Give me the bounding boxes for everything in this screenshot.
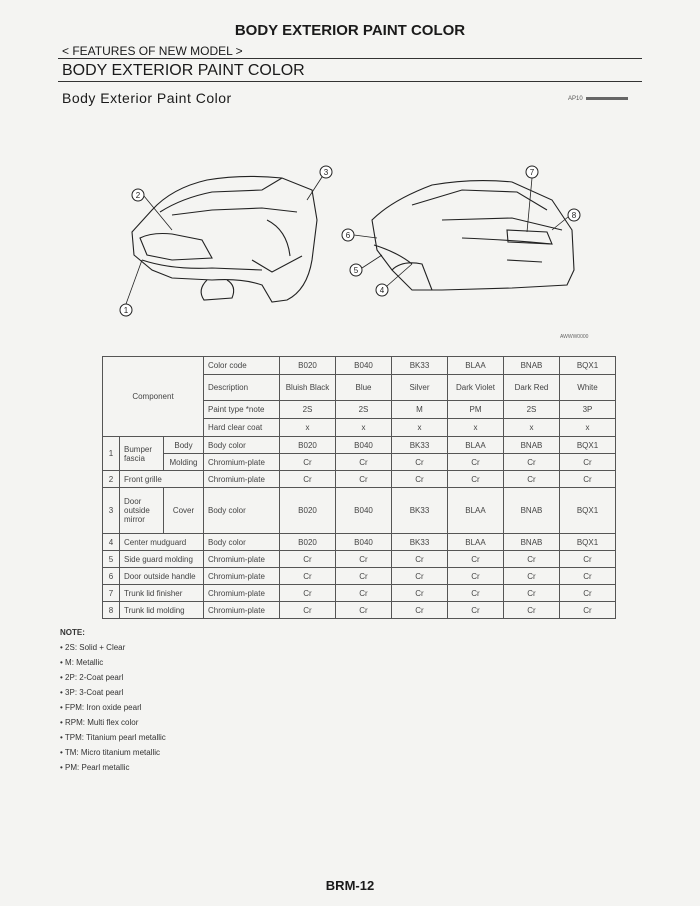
table-cell: Cr	[504, 585, 560, 602]
callout-label: 6	[345, 231, 351, 240]
table-cell: Cr	[448, 471, 504, 488]
table-row	[103, 437, 616, 454]
page-header-title: BODY EXTERIOR PAINT COLOR	[234, 22, 466, 39]
row-number: 4	[103, 534, 120, 551]
note-item: • 2P: 2-Coat pearl	[60, 670, 166, 685]
table-cell: Bluish Black	[280, 375, 336, 401]
table-cell: White	[560, 375, 616, 401]
row-number: 7	[103, 585, 120, 602]
note-item: • 2S: Solid + Clear	[60, 640, 166, 655]
table-cell: Cr	[392, 454, 448, 471]
table-row	[103, 585, 616, 602]
note-item: • FPM: Iron oxide pearl	[60, 700, 166, 715]
callout-label: 1	[123, 306, 129, 315]
figure-reference-code: AP10	[568, 96, 583, 102]
table-cell: Cr	[336, 551, 392, 568]
note-item: • TM: Micro titanium metallic	[60, 745, 166, 760]
table-cell: BNAB	[504, 357, 560, 375]
header-row-label: Color code	[204, 357, 280, 375]
table-row	[103, 602, 616, 619]
table-cell: 2S	[336, 401, 392, 419]
table-cell: Cr	[504, 454, 560, 471]
front-car-drawing	[132, 176, 317, 302]
table-cell: Cr	[336, 568, 392, 585]
notes-section	[60, 628, 166, 775]
callout-label: 5	[353, 266, 359, 275]
table-cell: B020	[280, 437, 336, 454]
table-cell: BQX1	[560, 357, 616, 375]
table-cell: Cr	[504, 568, 560, 585]
sub-component: Molding	[164, 454, 204, 471]
finish-item: Body color	[204, 488, 280, 534]
sub-component: Body	[164, 437, 204, 454]
table-cell: Dark Red	[504, 375, 560, 401]
row-number: 3	[103, 488, 120, 534]
notes-list	[60, 640, 166, 775]
table-cell: Cr	[448, 568, 504, 585]
table-cell: Cr	[336, 602, 392, 619]
table-cell: 2S	[504, 401, 560, 419]
table-cell: BLAA	[448, 437, 504, 454]
figure-reference	[568, 96, 628, 102]
finish-item: Chromium-plate	[204, 602, 280, 619]
table-cell: B020	[280, 357, 336, 375]
header-row-label: Paint type *note	[204, 401, 280, 419]
table-cell: BNAB	[504, 534, 560, 551]
section-rule	[58, 81, 642, 82]
table-cell: Cr	[504, 471, 560, 488]
table-cell: M	[392, 401, 448, 419]
table-cell: BLAA	[448, 488, 504, 534]
table-cell: BQX1	[560, 437, 616, 454]
table-cell: Dark Violet	[448, 375, 504, 401]
table-row	[103, 534, 616, 551]
table-cell: B040	[336, 534, 392, 551]
notes-title: NOTE:	[60, 628, 85, 637]
finish-item: Chromium-plate	[204, 471, 280, 488]
table-cell: B040	[336, 488, 392, 534]
table-cell: Cr	[280, 602, 336, 619]
row-number: 1	[103, 437, 120, 471]
callout-label: 3	[323, 168, 329, 177]
component-name: Bumper fascia	[120, 437, 164, 471]
table-cell: PM	[448, 401, 504, 419]
table-cell: x	[336, 419, 392, 437]
note-item: • TPM: Titanium pearl metallic	[60, 730, 166, 745]
table-cell: Cr	[392, 551, 448, 568]
note-item: • RPM: Multi flex color	[60, 715, 166, 730]
header-row-color-code	[103, 357, 616, 375]
header-row-label: Hard clear coat	[204, 419, 280, 437]
note-item: • M: Metallic	[60, 655, 166, 670]
table-cell: Cr	[560, 551, 616, 568]
table-cell: BNAB	[504, 488, 560, 534]
callout-label: 4	[379, 286, 385, 295]
diagram-reference: AWWW0000	[560, 334, 589, 340]
table-cell: x	[392, 419, 448, 437]
table-cell: Cr	[280, 454, 336, 471]
table-cell: Cr	[280, 568, 336, 585]
table-cell: BK33	[392, 357, 448, 375]
table-cell: BK33	[392, 437, 448, 454]
table-cell: B040	[336, 437, 392, 454]
table-cell: BLAA	[448, 357, 504, 375]
component-name: Trunk lid molding	[120, 602, 204, 619]
table-cell: Cr	[392, 585, 448, 602]
table-cell: Cr	[560, 471, 616, 488]
table-cell: Silver	[392, 375, 448, 401]
component-header: Component	[103, 357, 204, 437]
table-cell: Cr	[280, 471, 336, 488]
table-cell: Cr	[336, 585, 392, 602]
component-name: Door outside handle	[120, 568, 204, 585]
component-name: Center mudguard	[120, 534, 204, 551]
table-cell: Cr	[336, 454, 392, 471]
table-cell: Cr	[336, 471, 392, 488]
row-number: 5	[103, 551, 120, 568]
table-cell: x	[280, 419, 336, 437]
table-row	[103, 568, 616, 585]
header-rule	[58, 58, 642, 59]
table-cell: Cr	[560, 568, 616, 585]
rear-car-drawing	[372, 181, 574, 290]
table-cell: x	[504, 419, 560, 437]
table-cell: BQX1	[560, 534, 616, 551]
table-cell: Cr	[448, 585, 504, 602]
component-name: Front grille	[120, 471, 204, 488]
table-cell: Cr	[448, 454, 504, 471]
table-cell: BK33	[392, 488, 448, 534]
table-cell: BNAB	[504, 437, 560, 454]
note-item: • 3P: 3-Coat pearl	[60, 685, 166, 700]
header-row-label: Description	[204, 375, 280, 401]
component-name: Trunk lid finisher	[120, 585, 204, 602]
table-cell: Cr	[448, 551, 504, 568]
features-label: < FEATURES OF NEW MODEL >	[62, 44, 243, 58]
callout-label: 7	[529, 168, 535, 177]
table-cell: B040	[336, 357, 392, 375]
table-cell: Cr	[392, 602, 448, 619]
finish-item: Body color	[204, 534, 280, 551]
table-cell: Cr	[504, 602, 560, 619]
table-cell: Cr	[392, 471, 448, 488]
table-cell: Blue	[336, 375, 392, 401]
table-cell: Cr	[560, 602, 616, 619]
table-row	[103, 551, 616, 568]
sub-component: Cover	[164, 488, 204, 534]
table-cell: 3P	[560, 401, 616, 419]
table-cell: BQX1	[560, 488, 616, 534]
table-cell: B020	[280, 488, 336, 534]
finish-item: Chromium-plate	[204, 585, 280, 602]
table-row	[103, 454, 616, 471]
subsection-title: Body Exterior Paint Color	[62, 90, 232, 106]
row-number: 2	[103, 471, 120, 488]
component-name: Door outside mirror	[120, 488, 164, 534]
table-cell: BLAA	[448, 534, 504, 551]
paint-color-table	[102, 356, 616, 619]
table-cell: Cr	[280, 551, 336, 568]
table-cell: Cr	[560, 454, 616, 471]
section-title: BODY EXTERIOR PAINT COLOR	[62, 62, 305, 79]
finish-item: Chromium-plate	[204, 454, 280, 471]
table-row	[103, 488, 616, 534]
row-number: 8	[103, 602, 120, 619]
figure-reference-bar	[586, 97, 628, 100]
row-number: 6	[103, 568, 120, 585]
finish-item: Chromium-plate	[204, 551, 280, 568]
callout-label: 2	[135, 191, 141, 200]
callout-label: 8	[571, 211, 577, 220]
table-cell: Cr	[504, 551, 560, 568]
table-cell: 2S	[280, 401, 336, 419]
component-name: Side guard molding	[120, 551, 204, 568]
table-row	[103, 471, 616, 488]
note-item: • PM: Pearl metallic	[60, 760, 166, 775]
table-cell: Cr	[448, 602, 504, 619]
table-cell: x	[448, 419, 504, 437]
page-number: BRM-12	[325, 878, 375, 893]
table-cell: Cr	[560, 585, 616, 602]
table-cell: Cr	[280, 585, 336, 602]
table-cell: B020	[280, 534, 336, 551]
table-cell: BK33	[392, 534, 448, 551]
car-diagram	[112, 160, 592, 340]
table-cell: x	[560, 419, 616, 437]
table-cell: Cr	[392, 568, 448, 585]
finish-item: Chromium-plate	[204, 568, 280, 585]
finish-item: Body color	[204, 437, 280, 454]
